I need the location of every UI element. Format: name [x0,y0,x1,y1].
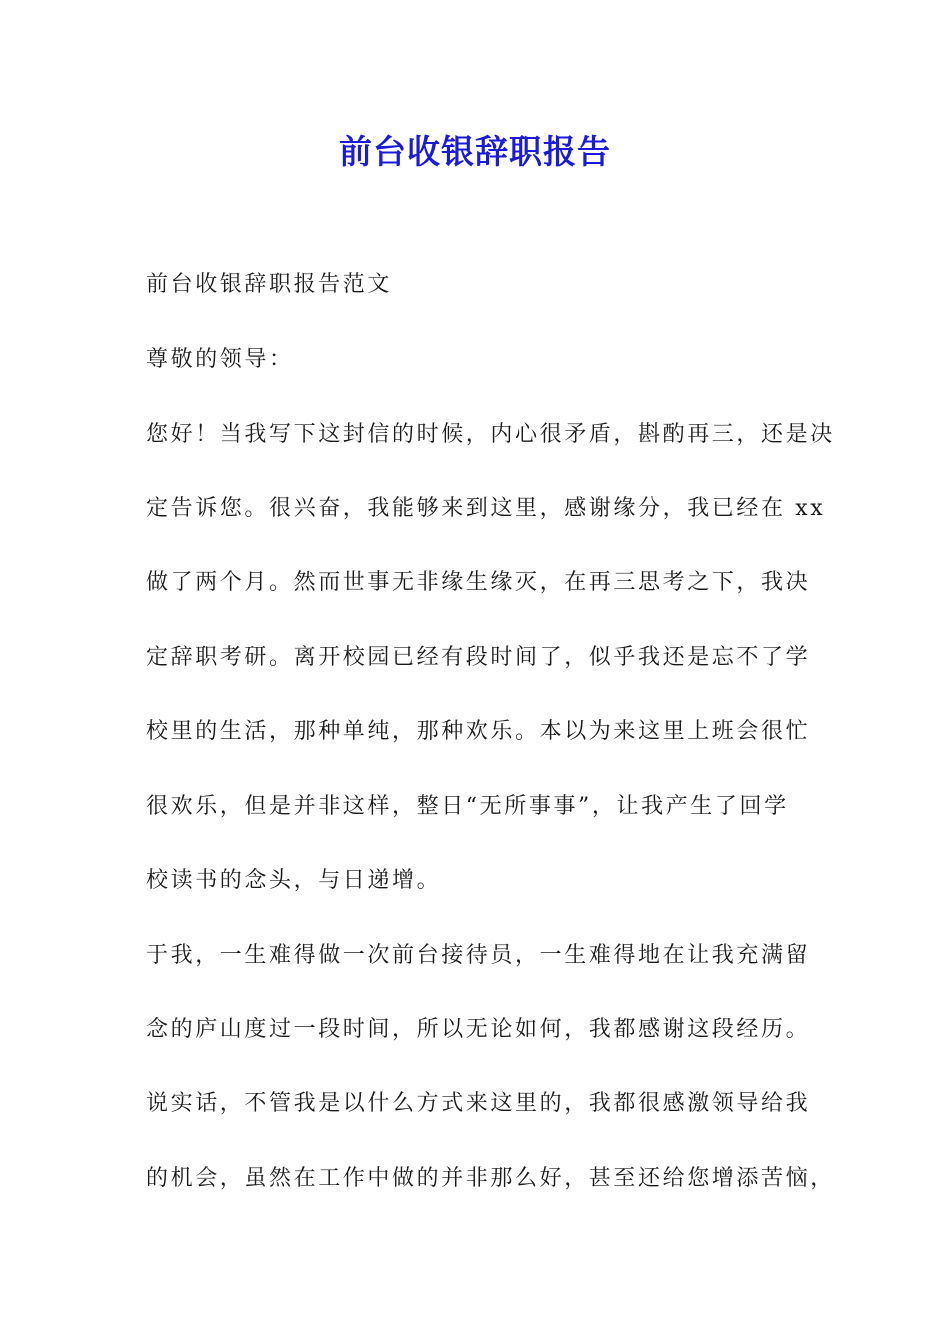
body-line: 校里的生活，那种单纯，那种欢乐。本以为来这里上班会很忙 [146,719,811,744]
document-title: 前台收银辞职报告 [339,132,611,171]
body-line: 很欢乐，但是并非这样，整日“无所事事”，让我产生了回学 [146,794,789,819]
body-line: 定辞职考研。离开校园已经有段时间了，似乎我还是忘不了学 [146,645,811,670]
body-line: 念的庐山度过一段时间，所以无论如何，我都感谢这段经历。 [146,1017,811,1042]
body-line: 的机会，虽然在工作中做的并非那么好，甚至还给您增添苦恼， [146,1166,835,1191]
body-line: 做了两个月。然而世事无非缘生缘灭，在再三思考之下，我决 [146,570,811,595]
body-line: 于我，一生难得做一次前台接待员，一生难得地在让我充满留 [146,943,811,968]
body-line: 说实话，不管我是以什么方式来这里的，我都很感激领导给我 [146,1091,811,1116]
body-line: 您好！当我写下这封信的时候，内心很矛盾，斟酌再三，还是决 [146,422,835,447]
subtitle-line: 前台收银辞职报告范文 [146,272,393,297]
salutation-line: 尊敬的领导： [146,347,294,372]
body-line: 校读书的念头，与日递增。 [146,868,442,893]
body-line: 定告诉您。很兴奋，我能够来到这里，感谢缘分，我已经在 xx [146,496,826,521]
